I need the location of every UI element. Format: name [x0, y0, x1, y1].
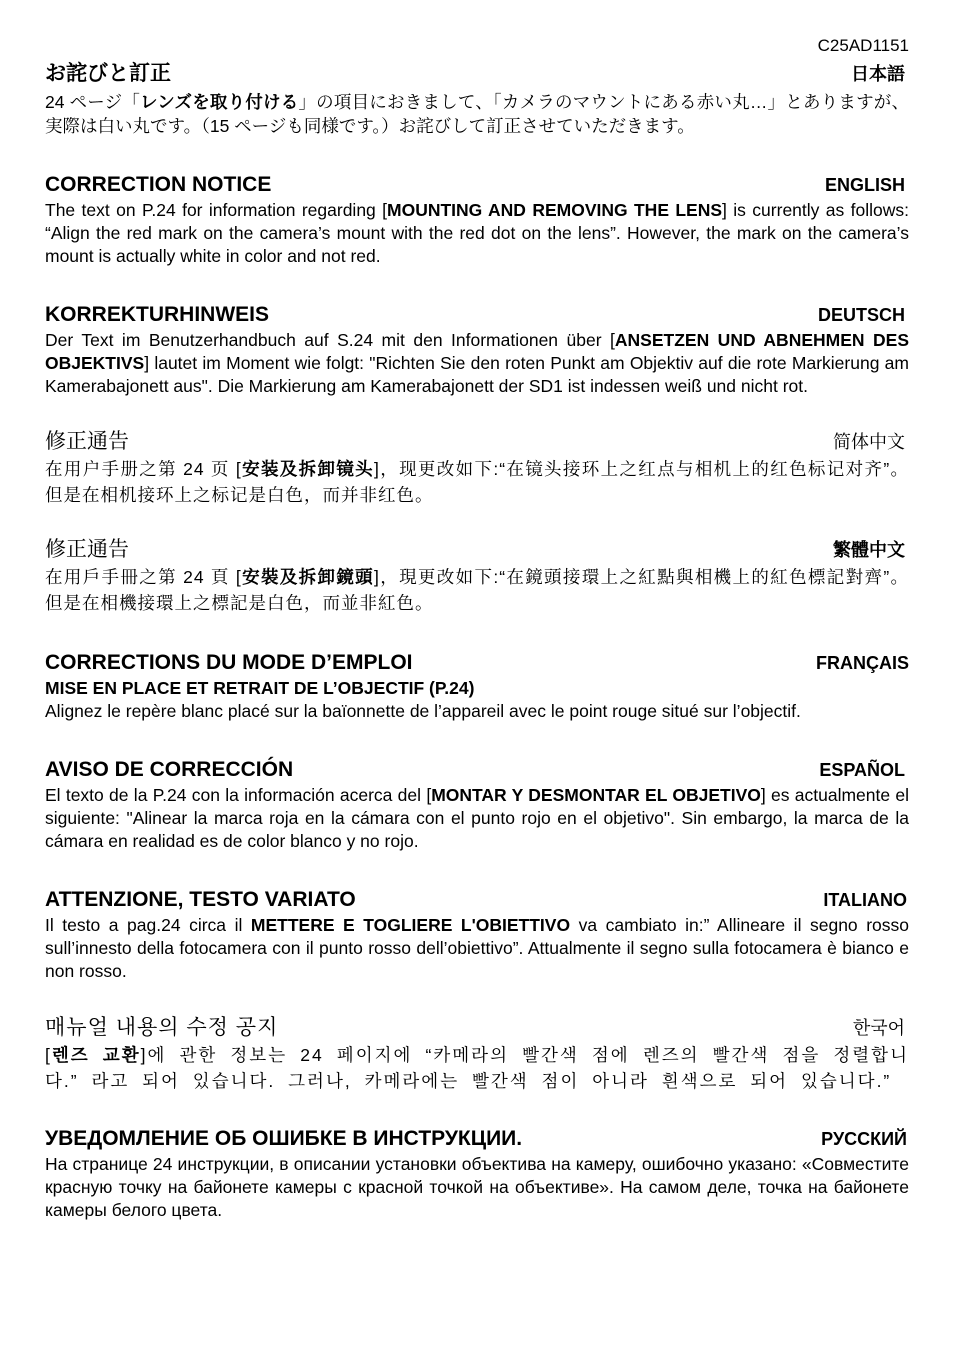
section-subtitle: MISE EN PLACE ET RETRAIT DE L’OBJECTIF (P.24) [45, 678, 475, 698]
body-bold-text: 安裝及拆卸鏡頭 [241, 567, 375, 587]
section-language: ENGLISH [824, 175, 905, 195]
section-korean [45, 1014, 909, 1094]
body-text: 24 ページ「 [45, 92, 141, 112]
section-language: ITALIANO [823, 890, 907, 910]
section-language: 简体中文 [833, 432, 905, 452]
section-title: 매뉴얼 내용의 수정 공지 [45, 1016, 279, 1039]
body-text: Alignez le repère blanc placé sur la baïonnette de l’appareil avec le point rouge situé sur l’objectif. [45, 701, 801, 721]
body-text: 在用户手册之第 24 页 [ [45, 459, 242, 479]
section-language: ESPAÑOL [819, 760, 905, 780]
section-body [45, 564, 909, 616]
body-text: ]에 관한 정보는 24 페이지에 “카메라의 빨간색 점에 렌즈의 빨간색 점을 정렬합니다.” 라고 되어 있습니다. 그러나, 카메라에는 빨간색 점이 아니라 흰색으로 되어 있습니다.” [45, 1045, 909, 1091]
body-text: На странице 24 инструкции, в описании установки объектива на камеру, ошибочно указано: «Совместите красную точку на байонете камеры с красной точкой на объективе». На самом деле, точка на байонете камеры белого цвета. [45, 1154, 909, 1220]
section-language: 日本語 [851, 64, 905, 84]
section-german [45, 301, 909, 398]
body-bold-text: 安装及拆卸镜头 [241, 459, 375, 479]
body-text: ]，现更改如下:“在镜头接环上之红点与相机上的红色标记对齐”。但是在相机接环上之标记是白色，而并非红色。 [45, 459, 909, 505]
section-title: AVISO DE CORRECCIÓN [45, 758, 294, 781]
section-spanish [45, 756, 909, 853]
section-title: УВЕДОМЛЕНИЕ ОБ ОШИБКЕ В ИНСТРУКЦИИ. [45, 1127, 523, 1150]
document-page [45, 36, 909, 1222]
section-body [45, 90, 909, 138]
body-text: ] es actualmente el siguiente: "Alinear la marca roja en la cámara con el punto rojo en el objetivo". Sin embargo, la marca de la cámara en realidad es de color blanco y no rojo. [45, 785, 910, 851]
section-title: ATTENZIONE, TESTO VARIATO [45, 888, 356, 911]
body-text: Il testo a pag.24 circa il [45, 915, 251, 935]
section-body [45, 199, 909, 268]
section-french [45, 649, 909, 723]
body-bold-text: MONTAR Y DESMONTAR EL OBJETIVO [431, 785, 761, 805]
body-bold-text: ANSETZEN UND ABNEHMEN DES OBJEKTIVS [45, 330, 909, 373]
section-language: РУССКИЙ [821, 1129, 907, 1149]
body-bold-text: MOUNTING AND REMOVING THE LENS [387, 200, 723, 220]
section-title: CORRECTIONS DU MODE D’EMPLOI [45, 651, 413, 674]
section-title: KORREKTURHINWEIS [45, 303, 269, 326]
body-text: [ [45, 1045, 52, 1065]
body-text: ] is currently as follows: “Align the red mark on the camera’s mount with the red dot on the lens”. However, the mark on the camera’s mount is actually white in color and not red. [45, 200, 910, 266]
section-english [45, 171, 909, 268]
section-title: CORRECTION NOTICE [45, 173, 272, 196]
section-title: 修正通告 [45, 430, 129, 453]
section-language: 한국어 [852, 1018, 905, 1038]
section-body [45, 1153, 909, 1222]
body-text: ] lautet im Moment wie folgt: "Richten Sie den roten Punkt am Objektiv auf die rote Markierung am Kamerabajonett aus". Die Markierung am Kamerabajonett der SD1 ist indessen weiß und nicht rot. [45, 353, 909, 396]
body-text: 在用戶手冊之第 24 頁 [ [45, 567, 242, 587]
section-language: DEUTSCH [817, 305, 905, 325]
document-id: C25AD1151 [817, 36, 909, 55]
body-text: El texto de la P.24 con la información acerca del [ [45, 785, 432, 805]
body-text: Der Text im Benutzerhandbuch auf S.24 mit den Informationen über [ [45, 330, 615, 350]
body-text: va cambiato in:” Allineare il segno rosso sull’innesto della fotocamera con il punto rosso dell’obiettivo”. Attualmente il segno sulla fotocamera è bianco e non rosso. [45, 915, 909, 981]
section-title: お詫びと訂正 [45, 62, 171, 85]
section-body [45, 1042, 909, 1094]
body-bold-text: レンズを取り付ける [140, 92, 299, 112]
section-simplified-chinese [45, 428, 909, 508]
section-traditional-chinese [45, 536, 909, 616]
body-bold-text: 렌즈 교환 [51, 1045, 141, 1065]
body-bold-text: METTERE E TOGLIERE L'OBIETTIVO [250, 915, 571, 935]
section-body [45, 784, 909, 853]
section-body [45, 914, 909, 983]
section-body [45, 329, 909, 398]
section-language: 繁體中文 [833, 540, 905, 560]
section-body [45, 456, 909, 508]
body-text: ]，現更改如下:“在鏡頭接環上之紅點與相機上的紅色標記對齊”。但是在相機接環上之標記是白色，而並非紅色。 [45, 567, 909, 613]
body-text: The text on P.24 for information regarding [ [45, 200, 388, 220]
section-title: 修正通告 [45, 538, 129, 561]
section-body [45, 700, 909, 723]
body-text: 」の項目におきまして、「カメラのマウントにある赤い丸…」とありますが、実際は白い丸です。（15 ページも同様です。）お詫びして訂正させていただきます。 [45, 92, 909, 136]
section-japanese [45, 60, 909, 138]
section-italian [45, 886, 909, 983]
section-russian [45, 1125, 909, 1222]
section-language: FRANÇAIS [816, 653, 909, 673]
